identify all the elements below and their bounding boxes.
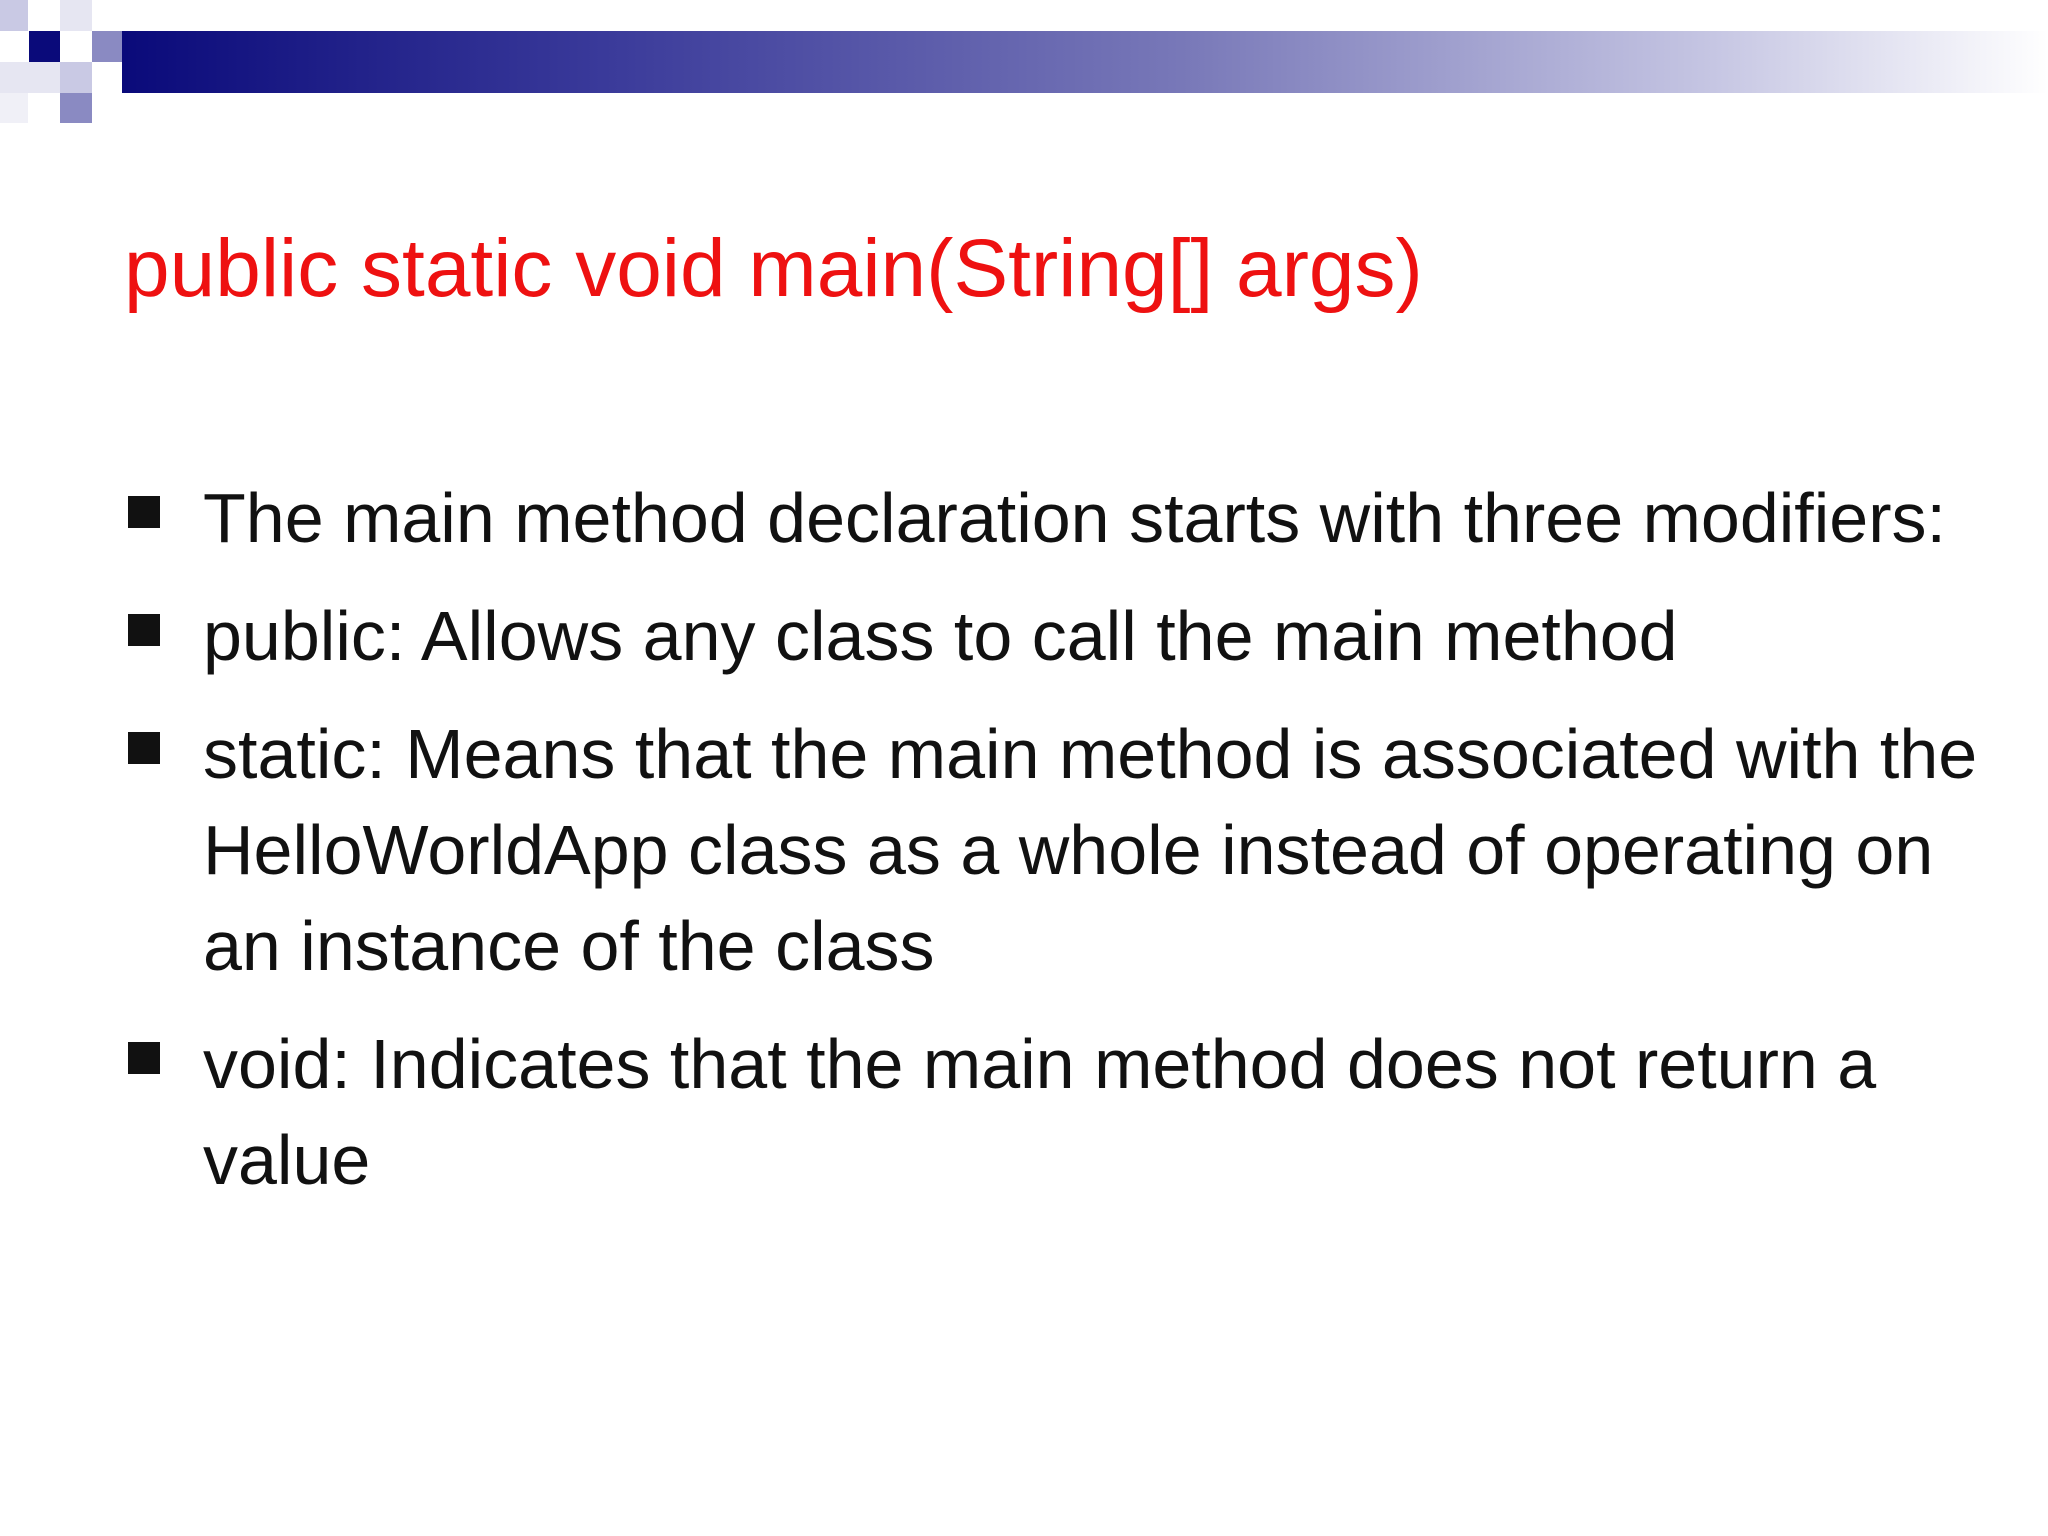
decor-square xyxy=(0,0,28,31)
decor-square xyxy=(60,93,92,123)
decor-square xyxy=(92,31,122,62)
bullet-item xyxy=(128,706,1978,994)
bullet-text: static: Means that the main method is associated with the HelloWorldApp class as a whole instead of operating on an instance of the class xyxy=(203,715,1978,985)
bullet-text: public: Allows any class to call the main method xyxy=(203,597,1678,675)
decor-square xyxy=(29,31,60,62)
slide-title: public static void main(String[] args) xyxy=(124,223,1423,314)
square-bullet-icon xyxy=(128,1042,160,1074)
decor-square xyxy=(60,62,92,93)
square-bullet-icon xyxy=(128,732,160,764)
bullet-item xyxy=(128,1016,1978,1208)
header-gradient-bar xyxy=(122,31,2048,93)
square-bullet-icon xyxy=(128,614,160,646)
bullet-text: void: Indicates that the main method does not return a value xyxy=(203,1025,1877,1199)
bullet-item xyxy=(128,588,1978,684)
decor-square xyxy=(0,93,28,123)
decor-square xyxy=(0,62,60,93)
bullet-item xyxy=(128,470,1978,566)
bullet-list xyxy=(128,470,1978,1230)
decor-square xyxy=(60,0,92,31)
bullet-text: The main method declaration starts with three modifiers: xyxy=(203,479,1946,557)
square-bullet-icon xyxy=(128,496,160,528)
